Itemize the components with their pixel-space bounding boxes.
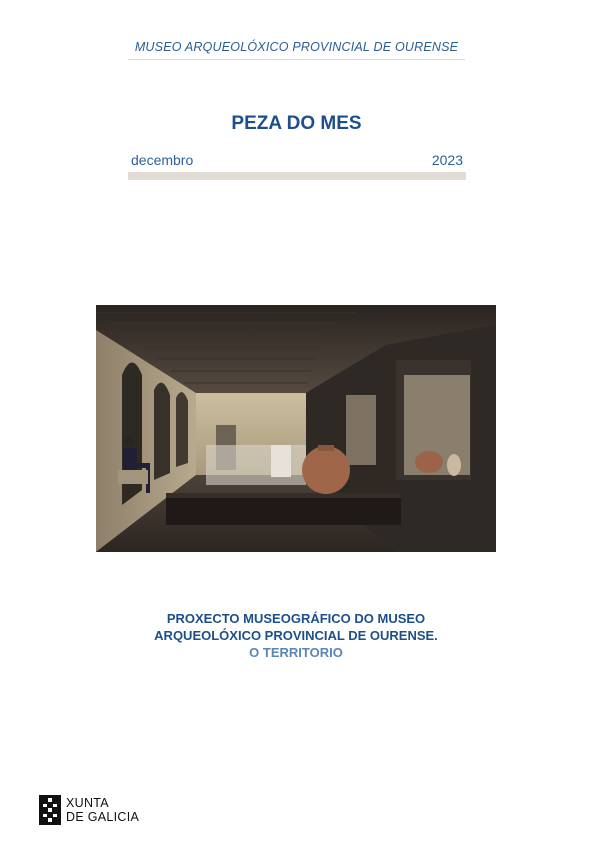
month-label: decembro: [131, 152, 194, 168]
caption-line-3: O TERRITORIO: [249, 645, 343, 660]
caption-line-2: ARQUEOLÓXICO PROVINCIAL DE OURENSE.: [154, 628, 438, 643]
galicia-emblem-icon: [39, 795, 61, 825]
year-label: 2023: [431, 152, 463, 168]
page-title: PEZA DO MES: [231, 113, 362, 134]
museum-name-header: MUSEO ARQUEOLÓXICO PROVINCIAL DE OURENSE: [134, 40, 459, 54]
date-divider-bar: [128, 172, 466, 180]
museum-exhibition-render-image: [96, 305, 496, 552]
logo-line-1: XUNTA: [66, 796, 109, 810]
xunta-de-galicia-logo: [39, 794, 139, 826]
logo-wordmark: [66, 796, 139, 824]
header-divider: [128, 59, 465, 60]
logo-line-2: DE GALICIA: [66, 810, 140, 824]
exhibition-caption: [96, 610, 496, 661]
caption-line-1: PROXECTO MUSEOGRÁFICO DO MUSEO: [166, 611, 426, 626]
